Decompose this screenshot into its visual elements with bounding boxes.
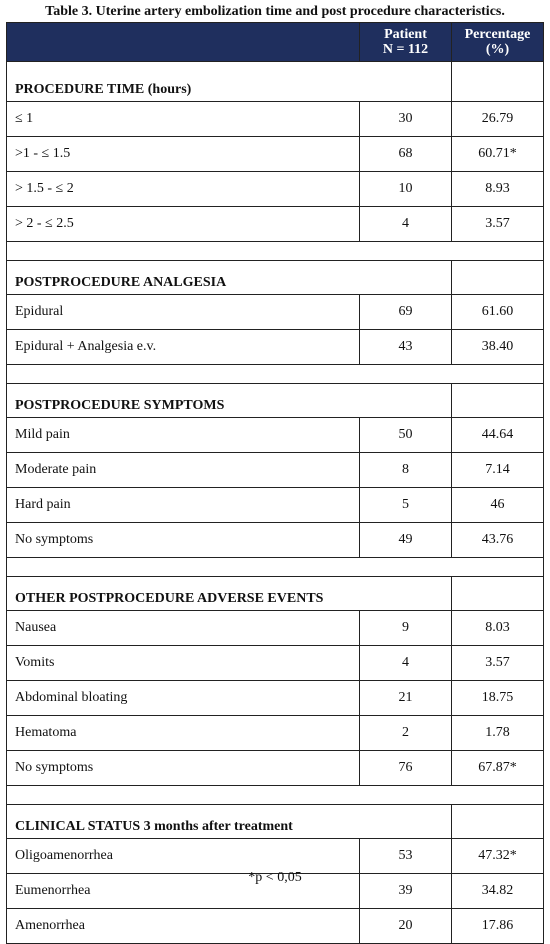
section-heading-blank [452,577,544,611]
row-patient-count: 9 [360,611,452,646]
row-label: Vomits [7,646,360,681]
row-label: Amenorrhea [7,909,360,944]
section-heading-row [7,577,544,611]
section-heading-blank [360,577,452,611]
table-row [7,751,544,786]
row-patient-count: 53 [360,839,452,874]
row-percentage: 17.86 [452,909,544,944]
section-heading-blank [452,62,544,102]
row-patient-count: 5 [360,488,452,523]
section-heading: CLINICAL STATUS 3 months after treatment [7,805,360,839]
table-row [7,909,544,944]
table-header-row [7,23,544,62]
header-percentage [452,23,544,62]
section-heading-blank [452,261,544,295]
row-label: Epidural [7,295,360,330]
table-row [7,716,544,751]
row-percentage: 3.57 [452,646,544,681]
table-row [7,172,544,207]
section-spacer [7,242,544,261]
section-spacer [7,786,544,805]
section-spacer [7,558,544,577]
table-row [7,207,544,242]
table-body [7,62,544,944]
header-patient-line1: Patient [384,27,427,42]
row-percentage: 8.93 [452,172,544,207]
section-heading: OTHER POSTPROCEDURE ADVERSE EVENTS [7,577,360,611]
row-patient-count: 50 [360,418,452,453]
table-row [7,102,544,137]
table-row [7,330,544,365]
table-row [7,453,544,488]
row-percentage: 7.14 [452,453,544,488]
row-label: Moderate pain [7,453,360,488]
section-heading-blank [452,384,544,418]
row-patient-count: 8 [360,453,452,488]
row-percentage: 43.76 [452,523,544,558]
section-heading-blank [360,261,452,295]
row-label: Nausea [7,611,360,646]
table-row [7,295,544,330]
row-label: Abdominal bloating [7,681,360,716]
section-heading-blank [360,384,452,418]
row-label: > 2 - ≤ 2.5 [7,207,360,242]
header-blank-cell [7,23,360,62]
table-row [7,646,544,681]
results-table [6,22,544,944]
row-label: > 1.5 - ≤ 2 [7,172,360,207]
row-label: No symptoms [7,751,360,786]
row-percentage: 8.03 [452,611,544,646]
row-label: Oligoamenorrhea [7,839,360,874]
section-heading-blank [452,805,544,839]
header-patient [360,23,452,62]
row-percentage: 26.79 [452,102,544,137]
section-heading: POSTPROCEDURE SYMPTOMS [7,384,360,418]
row-patient-count: 43 [360,330,452,365]
row-patient-count: 30 [360,102,452,137]
header-percentage-line1: Percentage [464,27,531,42]
row-patient-count: 10 [360,172,452,207]
row-label: Hematoma [7,716,360,751]
row-patient-count: 20 [360,909,452,944]
row-percentage: 60.71* [452,137,544,172]
header-percentage-line2: (%) [485,42,510,57]
footnote: *p < 0,05 [248,870,302,885]
row-label: Epidural + Analgesia e.v. [7,330,360,365]
section-heading-row [7,805,544,839]
table-row [7,418,544,453]
row-patient-count: 49 [360,523,452,558]
row-label: >1 - ≤ 1.5 [7,137,360,172]
table-row [7,681,544,716]
table-title: Table 3. Uterine artery embolization time and post procedure characteristics. [45,4,505,19]
row-patient-count: 4 [360,207,452,242]
row-percentage: 61.60 [452,295,544,330]
row-label: Eumenorrhea [7,874,360,909]
table-row [7,137,544,172]
section-heading-row [7,62,544,102]
row-patient-count: 21 [360,681,452,716]
row-percentage: 44.64 [452,418,544,453]
row-patient-count: 4 [360,646,452,681]
row-percentage: 47.32* [452,839,544,874]
row-label: ≤ 1 [7,102,360,137]
row-percentage: 46 [452,488,544,523]
table-row [7,488,544,523]
row-patient-count: 76 [360,751,452,786]
row-percentage: 38.40 [452,330,544,365]
row-patient-count: 69 [360,295,452,330]
row-label: No symptoms [7,523,360,558]
section-heading: POSTPROCEDURE ANALGESIA [7,261,360,295]
row-patient-count: 39 [360,874,452,909]
row-percentage: 3.57 [452,207,544,242]
table-row [7,611,544,646]
row-percentage: 67.87* [452,751,544,786]
header-patient-line2: N = 112 [382,42,429,57]
section-spacer [7,365,544,384]
section-heading: PROCEDURE TIME (hours) [7,62,360,102]
row-percentage: 34.82 [452,874,544,909]
section-heading-blank [360,805,452,839]
section-heading-blank [360,62,452,102]
table-row [7,523,544,558]
row-label: Hard pain [7,488,360,523]
row-percentage: 1.78 [452,716,544,751]
row-label: Mild pain [7,418,360,453]
section-heading-row [7,261,544,295]
table-row [7,839,544,874]
row-patient-count: 2 [360,716,452,751]
row-percentage: 18.75 [452,681,544,716]
row-patient-count: 68 [360,137,452,172]
section-heading-row [7,384,544,418]
